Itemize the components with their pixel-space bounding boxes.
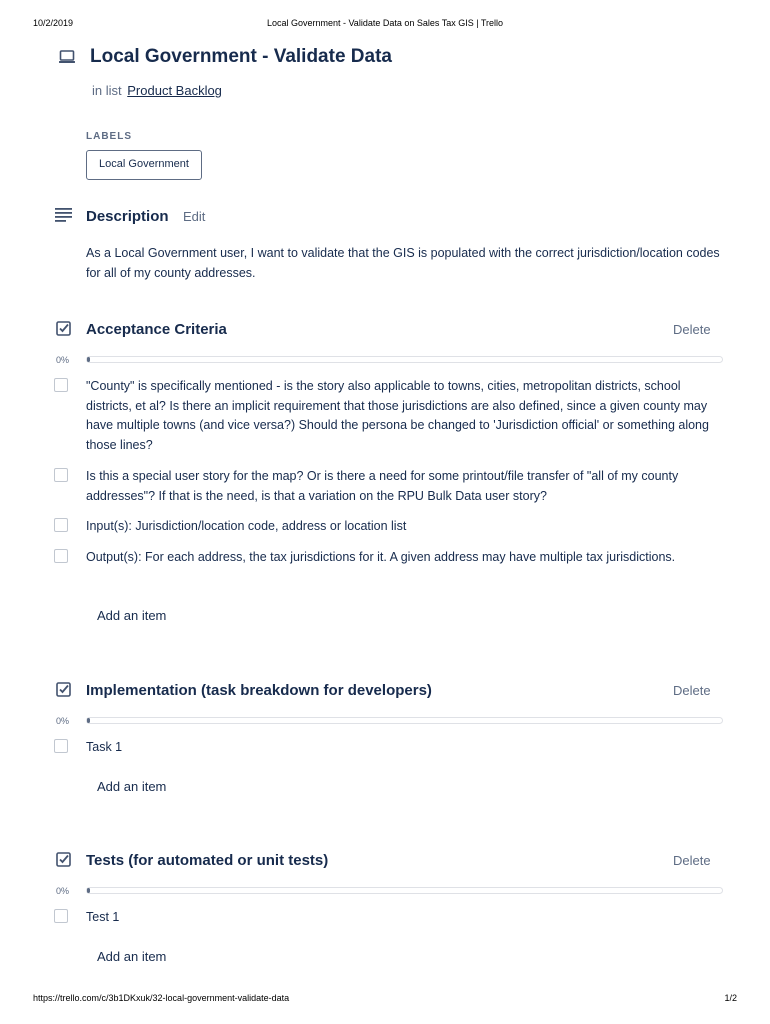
- checklist-progress-fill: [87, 888, 90, 893]
- checklist-title[interactable]: Implementation (task breakdown for developers): [86, 682, 432, 699]
- checklist-percent: 0%: [56, 716, 70, 726]
- description-edit-button[interactable]: Edit: [183, 209, 206, 224]
- checklist-progress-fill: [87, 357, 90, 362]
- card-icon: [59, 50, 75, 64]
- description-title: Description: [86, 208, 169, 225]
- page-number: 1/2: [724, 993, 737, 1003]
- checklist-percent: 0%: [56, 886, 70, 896]
- in-list: [92, 83, 222, 98]
- add-item-button[interactable]: Add an item: [97, 608, 167, 623]
- checklist-item[interactable]: "County" is specifically mentioned - is the story also applicable to towns, cities, metropolitan districts, school districts, et al? Is there an implicit requirement that those jurisdictions are also defined, since a given county may have multiple towns (and vice versa?) Should the persona be changed to 'Jurisdiction official' or something along those lines?: [86, 379, 709, 452]
- print-date: 10/2/2019: [33, 18, 74, 28]
- checklist-item-checkbox[interactable]: [54, 468, 68, 482]
- checklist-icon: [56, 321, 71, 336]
- label-local-government[interactable]: Local Government: [86, 150, 202, 180]
- checklist-item[interactable]: Input(s): Jurisdiction/location code, address or location list: [86, 519, 407, 533]
- checklist-item-checkbox[interactable]: [54, 909, 68, 923]
- checklist-item[interactable]: Task 1: [86, 740, 123, 754]
- add-item-button[interactable]: Add an item: [97, 949, 167, 964]
- in-list-prefix: in list: [92, 83, 122, 98]
- checklist-delete-button[interactable]: Delete: [673, 853, 711, 868]
- checklist-progress-bar: [86, 887, 723, 894]
- card-title[interactable]: Local Government - Validate Data: [90, 46, 392, 67]
- checklist-icon: [56, 682, 71, 697]
- print-url: https://trello.com/c/3b1DKxuk/32-local-government-validate-data: [33, 993, 290, 1003]
- checklist-progress-fill: [87, 718, 90, 723]
- checklist-percent: 0%: [56, 355, 70, 365]
- checklist-item-checkbox[interactable]: [54, 739, 68, 753]
- description-icon: [55, 208, 72, 222]
- checklist-delete-button[interactable]: Delete: [673, 322, 711, 337]
- checklist-item[interactable]: Is this a special user story for the map? Or is there a need for some printout/file transfer of "all of my county addresses"? If that is the need, is that a variation on the RPU Bulk Data user story?: [86, 469, 679, 503]
- add-item-button[interactable]: Add an item: [97, 779, 167, 794]
- checklist-item-checkbox[interactable]: [54, 518, 68, 532]
- list-link[interactable]: Product Backlog: [127, 83, 222, 98]
- checklist-item[interactable]: Test 1: [86, 910, 120, 924]
- checklist-delete-button[interactable]: Delete: [673, 683, 711, 698]
- checklist-icon: [56, 852, 71, 867]
- checklist-title[interactable]: Tests (for automated or unit tests): [86, 852, 329, 869]
- checklist-item-checkbox[interactable]: [54, 378, 68, 392]
- checklist-item-checkbox[interactable]: [54, 549, 68, 563]
- checklist-title[interactable]: Acceptance Criteria: [86, 321, 227, 338]
- labels-heading: LABELS: [86, 131, 132, 142]
- print-title: Local Government - Validate Data on Sales Tax GIS | Trello: [266, 18, 504, 28]
- checklist-progress-bar: [86, 356, 723, 363]
- checklist-progress-bar: [86, 717, 723, 724]
- description-text[interactable]: As a Local Government user, I want to validate that the GIS is populated with the correct jurisdiction/location codes for all of my county addresses.: [86, 246, 720, 280]
- checklist-item[interactable]: Output(s): For each address, the tax jurisdictions for it. A given address may have multiple tax jurisdictions.: [86, 550, 676, 564]
